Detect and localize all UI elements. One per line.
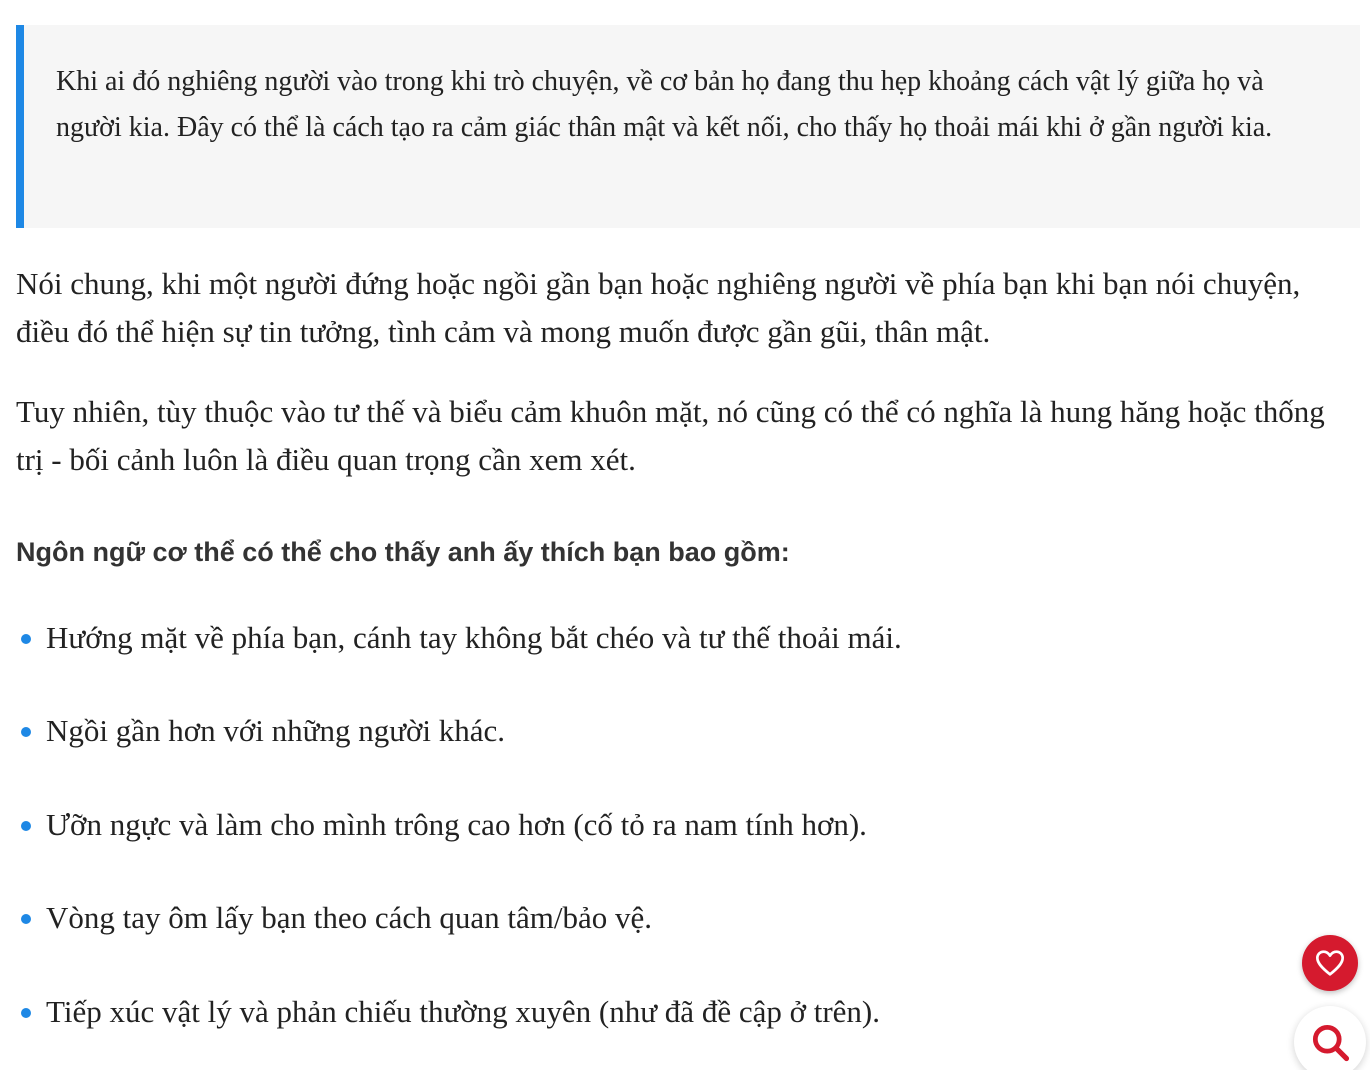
list-item-text: Hướng mặt về phía bạn, cánh tay không bắt chéo và tư thế thoải mái. [46, 620, 902, 655]
bullet-icon [21, 634, 31, 644]
list-item [16, 801, 1276, 849]
list-item-text: Ngồi gần hơn với những người khác. [46, 713, 506, 748]
list-item [16, 614, 1276, 662]
paragraph-closeness: Nói chung, khi một người đứng hoặc ngồi gần bạn hoặc nghiêng người về phía bạn khi bạn nói chuyện, điều đó thể hiện sự tin tưởng, tình cảm và mong muốn được gần gũi, thân mật. [16, 266, 1301, 349]
blockquote [16, 25, 1360, 228]
bullet-icon [21, 1008, 31, 1018]
like-button[interactable] [1302, 935, 1358, 991]
heart-icon [1314, 947, 1346, 979]
search-icon [1308, 1020, 1352, 1064]
bullet-icon [21, 727, 31, 737]
quote-text: Khi ai đó nghiêng người vào trong khi trò chuyện, về cơ bản họ đang thu hẹp khoảng cách vật lý giữa họ và người kia. Đây có thể là cách tạo ra cảm giác thân mật và kết nối, cho thấy họ thoải mái khi ở gần người kia. [56, 66, 1273, 143]
bullet-icon [21, 821, 31, 831]
paragraph-context: Tuy nhiên, tùy thuộc vào tư thế và biểu cảm khuôn mặt, nó cũng có thể có nghĩa là hung hăng hoặc thống trị - bối cảnh luôn là điều quan trọng cần xem xét. [16, 394, 1325, 477]
section-heading: Ngôn ngữ cơ thể có thể cho thấy anh ấy thích bạn bao gồm: [16, 537, 790, 567]
list-item [16, 894, 1276, 942]
bullet-icon [21, 914, 31, 924]
search-button[interactable] [1294, 1006, 1366, 1070]
list-item-text: Vòng tay ôm lấy bạn theo cách quan tâm/bảo vệ. [46, 900, 653, 935]
list-item-text: Ưỡn ngực và làm cho mình trông cao hơn (cố tỏ ra nam tính hơn). [46, 807, 867, 842]
list-item-text: Tiếp xúc vật lý và phản chiếu thường xuyên (như đã đề cập ở trên). [46, 994, 881, 1029]
list-item [16, 988, 1276, 1036]
list-item [16, 707, 1276, 755]
